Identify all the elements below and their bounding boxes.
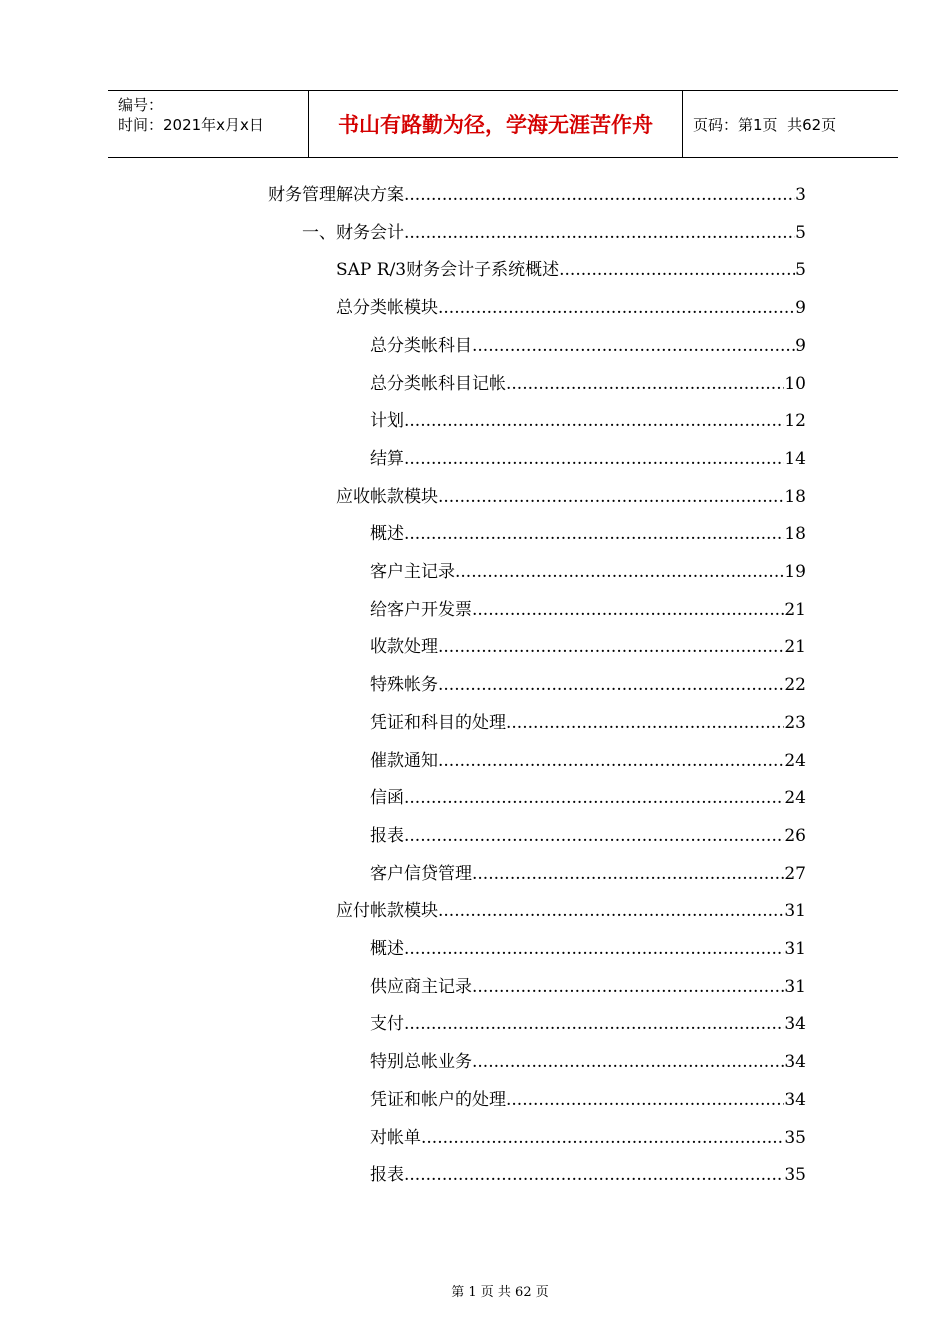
toc-entry-title: 报表 xyxy=(370,1165,404,1185)
toc-entry-title: 信函 xyxy=(370,788,404,808)
toc-entry-page: 23 xyxy=(784,713,806,733)
toc-entry[interactable] xyxy=(370,1085,806,1115)
toc-entry-page: 18 xyxy=(784,524,806,544)
toc-entry-page: 31 xyxy=(784,977,806,997)
toc-entry[interactable] xyxy=(302,218,806,248)
toc-leader-dots xyxy=(438,746,784,776)
toc-leader-dots xyxy=(421,1123,784,1153)
toc-leader-dots xyxy=(404,783,784,813)
toc-leader-dots xyxy=(472,859,784,889)
toc-entry-page: 24 xyxy=(784,788,806,808)
toc-entry-title: 凭证和帐户的处理 xyxy=(370,1090,506,1110)
toc-leader-dots xyxy=(506,1085,784,1115)
toc-entry[interactable] xyxy=(370,444,806,474)
toc-entry[interactable] xyxy=(370,821,806,851)
page-footer: 第 1 页 共 62 页 xyxy=(451,1285,549,1300)
toc-entry[interactable] xyxy=(370,369,806,399)
toc-entry[interactable] xyxy=(336,293,806,323)
toc-entry-title: 凭证和科目的处理 xyxy=(370,713,506,733)
toc-entry[interactable] xyxy=(336,255,806,285)
toc-entry-page: 21 xyxy=(784,637,806,657)
toc-entry[interactable] xyxy=(370,1123,806,1153)
toc-entry[interactable] xyxy=(336,482,806,512)
toc-entry[interactable] xyxy=(370,859,806,889)
toc-entry[interactable] xyxy=(370,331,806,361)
toc-entry-page: 34 xyxy=(784,1052,806,1072)
toc-entry[interactable] xyxy=(370,557,806,587)
toc-entry-title: 特殊帐务 xyxy=(370,675,438,695)
toc-entry-page: 9 xyxy=(795,336,806,356)
toc-leader-dots xyxy=(404,1160,784,1190)
toc-entry[interactable] xyxy=(370,632,806,662)
toc-entry-title: 总分类帐科目记帐 xyxy=(370,374,506,394)
toc-entry-title: 概述 xyxy=(370,524,404,544)
toc-entry-title: 结算 xyxy=(370,449,404,469)
toc-entry-title: 客户信贷管理 xyxy=(370,864,472,884)
toc-entry-title: 计划 xyxy=(370,411,404,431)
toc-entry[interactable] xyxy=(370,972,806,1002)
toc-entry-title: 对帐单 xyxy=(370,1128,421,1148)
toc-leader-dots xyxy=(404,218,795,248)
toc-entry[interactable] xyxy=(370,406,806,436)
toc-entry-title: 收款处理 xyxy=(370,637,438,657)
toc-entry[interactable] xyxy=(370,519,806,549)
toc-entry-title: 报表 xyxy=(370,826,404,846)
toc-entry-page: 35 xyxy=(784,1165,806,1185)
page-header xyxy=(108,90,898,158)
toc-entry-title: 特别总帐业务 xyxy=(370,1052,472,1072)
toc-entry[interactable] xyxy=(370,934,806,964)
toc-entry-title: 财务管理解决方案 xyxy=(268,185,404,205)
toc-entry-title: 一、财务会计 xyxy=(302,223,404,243)
toc-leader-dots xyxy=(404,934,784,964)
toc-entry[interactable] xyxy=(268,180,806,210)
toc-leader-dots xyxy=(472,1047,784,1077)
toc-entry-title: 催款通知 xyxy=(370,751,438,771)
toc-leader-dots xyxy=(404,821,784,851)
toc-entry-title: 支付 xyxy=(370,1014,404,1034)
toc-leader-dots xyxy=(404,180,795,210)
toc-entry-page: 31 xyxy=(784,939,806,959)
toc-entry-title: SAP R/3财务会计子系统概述 xyxy=(336,260,560,280)
toc-entry-page: 14 xyxy=(784,449,806,469)
toc-entry-title: 总分类帐模块 xyxy=(336,298,438,318)
toc-entry-page: 24 xyxy=(784,751,806,771)
toc-leader-dots xyxy=(404,1009,784,1039)
toc-leader-dots xyxy=(438,293,795,323)
toc-entry[interactable] xyxy=(370,746,806,776)
toc-entry-page: 27 xyxy=(784,864,806,884)
toc-entry-page: 5 xyxy=(795,223,806,243)
toc-entry-title: 总分类帐科目 xyxy=(370,336,472,356)
toc-entry[interactable] xyxy=(370,670,806,700)
toc-leader-dots xyxy=(455,557,784,587)
toc-entry-page: 22 xyxy=(784,675,806,695)
toc-leader-dots xyxy=(438,632,784,662)
toc-entry-page: 12 xyxy=(784,411,806,431)
toc-leader-dots xyxy=(438,896,784,926)
toc-entry[interactable] xyxy=(370,1160,806,1190)
toc-entry[interactable] xyxy=(370,783,806,813)
header-page-info: 页码：第1页 共62页 xyxy=(693,115,837,134)
toc-entry[interactable] xyxy=(336,896,806,926)
toc-leader-dots xyxy=(559,255,795,285)
toc-entry-title: 客户主记录 xyxy=(370,562,455,582)
toc-leader-dots xyxy=(404,444,784,474)
toc-entry[interactable] xyxy=(370,1047,806,1077)
toc-leader-dots xyxy=(472,972,784,1002)
toc-entry-page: 9 xyxy=(795,298,806,318)
toc-entry[interactable] xyxy=(370,595,806,625)
toc-leader-dots xyxy=(472,331,795,361)
header-info-cell xyxy=(108,91,309,157)
toc-leader-dots xyxy=(506,708,784,738)
toc-entry-page: 18 xyxy=(784,487,806,507)
toc-entry[interactable] xyxy=(370,708,806,738)
toc-entry-page: 26 xyxy=(784,826,806,846)
toc-entry-title: 给客户开发票 xyxy=(370,600,472,620)
document-time-label: 时间：2021年x月x日 xyxy=(118,116,264,134)
toc-entry-page: 34 xyxy=(784,1090,806,1110)
toc-entry-page: 10 xyxy=(784,374,806,394)
toc-entry-title: 应收帐款模块 xyxy=(336,487,438,507)
toc-entry-page: 3 xyxy=(795,185,806,205)
toc-leader-dots xyxy=(472,595,784,625)
toc-entry[interactable] xyxy=(370,1009,806,1039)
toc-entry-page: 31 xyxy=(784,901,806,921)
toc-entry-page: 21 xyxy=(784,600,806,620)
toc-leader-dots xyxy=(404,519,784,549)
toc-entry-page: 35 xyxy=(784,1128,806,1148)
header-motto: 书山有路勤为径，学海无涯苦作舟 xyxy=(309,91,683,157)
toc-entry-title: 应付帐款模块 xyxy=(336,901,438,921)
toc-leader-dots xyxy=(438,670,784,700)
toc-entry-page: 19 xyxy=(784,562,806,582)
toc-leader-dots xyxy=(438,482,784,512)
toc-entry-page: 5 xyxy=(795,260,806,280)
toc-leader-dots xyxy=(506,369,784,399)
toc-entry-title: 供应商主记录 xyxy=(370,977,472,997)
toc-entry-page: 34 xyxy=(784,1014,806,1034)
toc-entry-title: 概述 xyxy=(370,939,404,959)
document-number-label: 编号： xyxy=(118,96,164,114)
toc-leader-dots xyxy=(404,406,784,436)
